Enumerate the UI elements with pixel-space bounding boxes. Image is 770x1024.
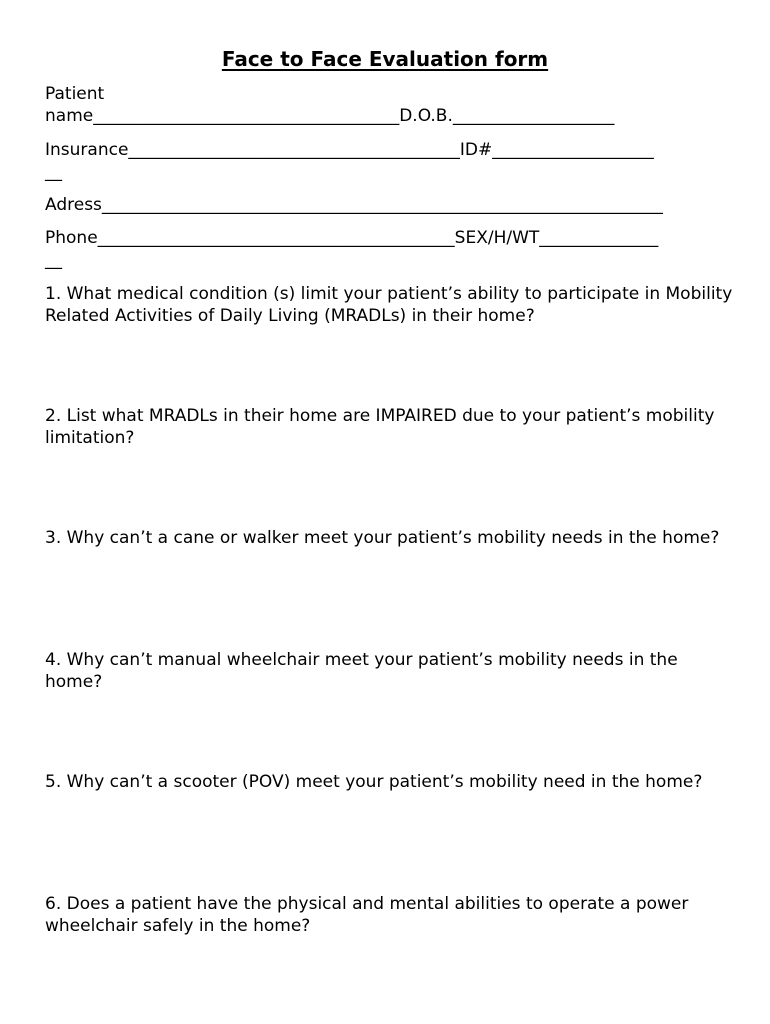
question-2: 2. List what MRADLs in their home are IMPAIRED due to your patient’s mobility limitation?: [45, 406, 715, 448]
question-3: 3. Why can’t a cane or walker meet your patient’s mobility needs in the home?: [45, 528, 720, 548]
question-6: 6. Does a patient have the physical and mental abilities to operate a power wheelchair safely in the home?: [45, 894, 689, 936]
form-title: Face to Face Evaluation form: [221, 47, 549, 71]
phone-sex-wrap: __: [45, 250, 62, 270]
patient-label: Patient: [45, 84, 105, 104]
question-1: 1. What medical condition (s) limit your patient’s ability to participate in Mobility Related Activities of Daily Living (MRADLs) in their home?: [45, 284, 733, 326]
question-4: 4. Why can’t manual wheelchair meet your patient’s mobility needs in the home?: [45, 650, 678, 692]
insurance-id-wrap: __: [45, 162, 62, 182]
phone-sex-line: Phone__________________________________________SEX/H/WT______________: [45, 228, 659, 248]
insurance-id-line: Insurance_______________________________________ID#___________________: [45, 140, 654, 160]
address-line: Adress__________________________________________________________________: [45, 195, 663, 215]
question-5: 5. Why can’t a scooter (POV) meet your patient’s mobility need in the home?: [45, 772, 703, 792]
name-dob-line: name____________________________________D.O.B.___________________: [45, 106, 615, 126]
